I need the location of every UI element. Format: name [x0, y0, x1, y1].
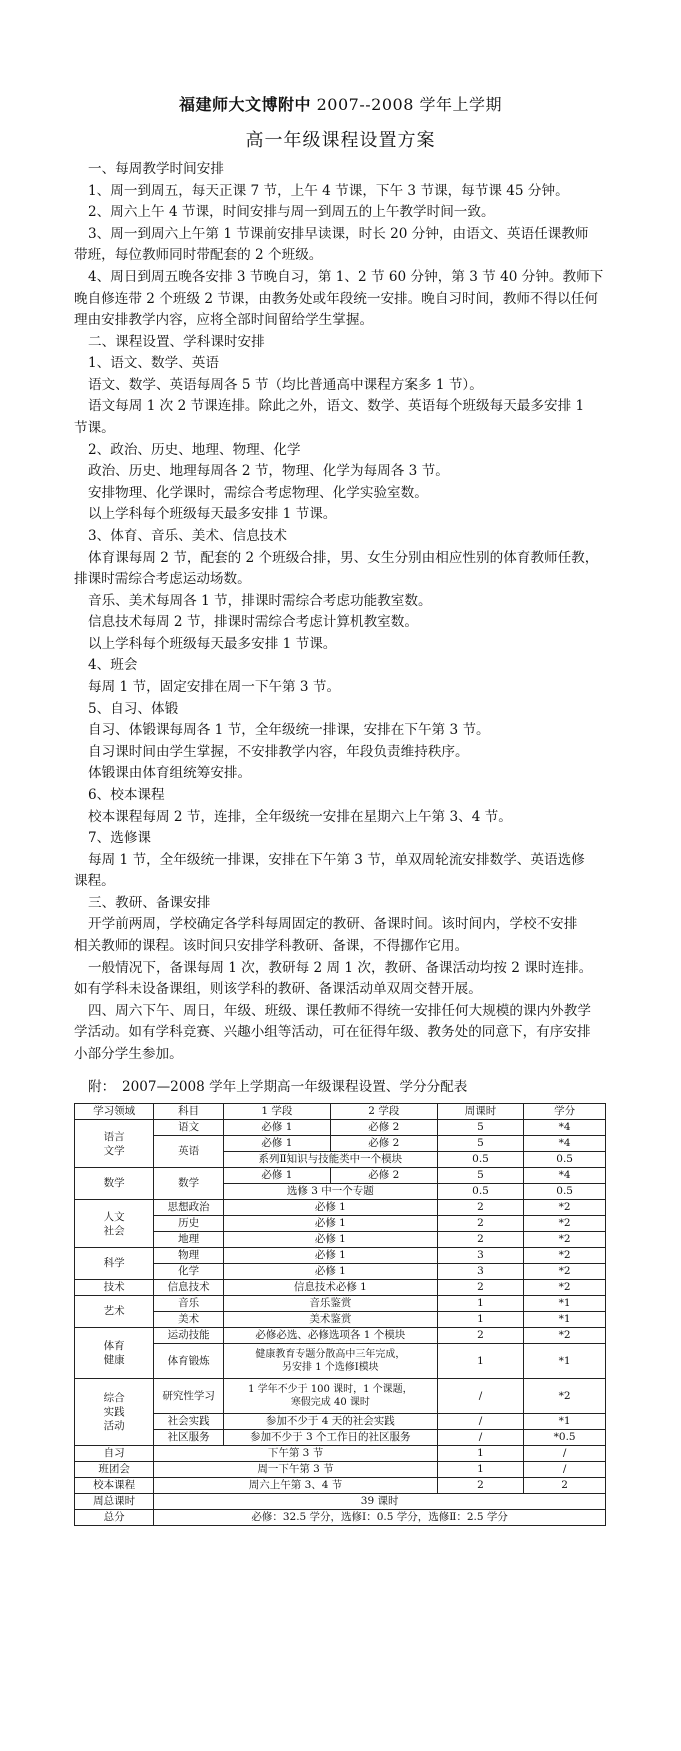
area-cell: 总分 [75, 1510, 154, 1526]
body-line: 1、语文、数学、英语 [88, 355, 219, 371]
body-line: 开学前两周，学校确定各学科每周固定的教研、备课时间。该时间内，学校不安排 [88, 916, 578, 932]
table-cell: 参加不少于 4 天的社会实践 [223, 1414, 437, 1430]
body-line: 每周 1 节，固定安排在周一下午第 3 节。 [88, 679, 341, 695]
body-line: 体锻课由体育组统筹安排。 [88, 765, 252, 781]
body-line: 学活动。如有学科竞赛、兴趣小组等活动，可在征得年级、教务处的同意下，有序安排 [74, 1024, 591, 1040]
area-cell: 体育 健康 [75, 1328, 154, 1379]
area-cell: 语言 文学 [75, 1120, 154, 1168]
body-line: 2、周六上午 4 节课，时间安排与周一到周五的上午教学时间一致。 [88, 204, 495, 220]
table-cell: 系列Ⅱ知识与技能类中一个模块 [223, 1152, 437, 1168]
table-cell: 周一下午第 3 节 [154, 1462, 437, 1478]
subject-cell: 美术 [154, 1312, 224, 1328]
table-cell: 2 [437, 1232, 523, 1248]
area-cell: 班团会 [75, 1462, 154, 1478]
table-cell: 2 [437, 1478, 523, 1494]
table-row [75, 1248, 606, 1264]
body-line: 自习课时间由学生掌握，不安排教学内容，年段负责维持秩序。 [88, 744, 469, 760]
table-cell: 必修：32.5 学分，选修Ⅰ：0.5 学分，选修Ⅱ：2.5 学分 [154, 1510, 606, 1526]
subject-cell: 体育锻炼 [154, 1344, 224, 1379]
subject-cell: 信息技术 [154, 1280, 224, 1296]
table-cell: *1 [524, 1414, 606, 1430]
table-cell: 0.5 [524, 1152, 606, 1168]
table-cell: 2 [437, 1200, 523, 1216]
body-line: 2、政治、历史、地理、物理、化学 [88, 442, 301, 458]
table-row [75, 1344, 606, 1379]
area-cell: 人文 社会 [75, 1200, 154, 1248]
table-header: 学习领域 [75, 1104, 154, 1120]
credit-allocation-table [74, 1103, 606, 1526]
table-cell: *1 [524, 1296, 606, 1312]
table-cell: 1 [437, 1296, 523, 1312]
table-header-row [75, 1104, 606, 1120]
body-line: 节课。 [74, 420, 115, 436]
table-cell: *2 [524, 1280, 606, 1296]
body-line: 相关教师的课程。该时间只安排学科教研、备课，不得挪作它用。 [74, 938, 469, 954]
table-cell: 2 [437, 1328, 523, 1344]
body-line: 排课时需综合考虑运动场数。 [74, 571, 251, 587]
table-cell: 必修 1 [223, 1200, 437, 1216]
body-line: 以上学科每个班级每天最多安排 1 节课。 [88, 506, 337, 522]
table-header: 2 学段 [330, 1104, 437, 1120]
body-line: 政治、历史、地理每周各 2 节，物理、化学为每周各 3 节。 [88, 463, 449, 479]
table-cell: 必修 2 [330, 1168, 437, 1184]
table-row [75, 1478, 606, 1494]
table-cell: 1 学年不少于 100 课时，1 个课题， 寒假完成 40 课时 [223, 1379, 437, 1414]
table-cell: 信息技术必修 1 [223, 1280, 437, 1296]
table-header: 1 学段 [223, 1104, 330, 1120]
table-row [75, 1280, 606, 1296]
school-name: 福建师大文博附中 [179, 95, 312, 114]
table-cell: 周六上午第 3、4 节 [154, 1478, 437, 1494]
body-line: 4、班会 [88, 657, 138, 673]
body-line: 每周 1 节，全年级统一排课，安排在下午第 3 节，单双周轮流安排数学、英语选修 [88, 852, 585, 868]
subject-cell: 化学 [154, 1264, 224, 1280]
area-cell: 技术 [75, 1280, 154, 1296]
subject-cell: 运动技能 [154, 1328, 224, 1344]
table-row [75, 1312, 606, 1328]
subject-cell: 物理 [154, 1248, 224, 1264]
table-cell: 5 [437, 1168, 523, 1184]
subject-cell: 语文 [154, 1120, 224, 1136]
table-cell: 必修 1 [223, 1168, 330, 1184]
table-row [75, 1168, 606, 1184]
table-cell: 2 [524, 1478, 606, 1494]
body-line: 小部分学生参加。 [74, 1046, 183, 1062]
table-cell: *1 [524, 1312, 606, 1328]
body-line: 如有学科未设备课组，则该学科的教研、备课活动单双周交替开展。 [74, 981, 482, 997]
attachment-title: 附： 2007—2008 学年上学期高一年级课程设置、学分分配表 [88, 1079, 468, 1095]
table-cell: *2 [524, 1232, 606, 1248]
body-line: 6、校本课程 [88, 787, 165, 803]
table-cell: / [437, 1414, 523, 1430]
table-cell: 必修 2 [330, 1120, 437, 1136]
table-row [75, 1200, 606, 1216]
table-cell: / [437, 1430, 523, 1446]
body-line: 校本课程每周 2 节，连排，全年级统一安排在星期六上午第 3、4 节。 [88, 809, 512, 825]
body-line: 三、教研、备课安排 [88, 895, 211, 911]
body-line: 课程。 [74, 873, 115, 889]
table-cell: 0.5 [437, 1152, 523, 1168]
table-row [75, 1136, 606, 1152]
table-cell: *2 [524, 1379, 606, 1414]
area-cell: 艺术 [75, 1296, 154, 1328]
table-header: 学分 [524, 1104, 606, 1120]
body-line: 安排物理、化学课时，需综合考虑物理、化学实验室数。 [88, 485, 428, 501]
subject-cell: 思想政治 [154, 1200, 224, 1216]
body-line: 理由安排教学内容，应将全部时间留给学生掌握。 [74, 312, 374, 328]
subject-cell: 社区服务 [154, 1430, 224, 1446]
table-row [75, 1328, 606, 1344]
term-label: 2007--2008 学年上学期 [311, 95, 502, 114]
area-cell: 综合 实践 活动 [75, 1379, 154, 1446]
table-cell: / [437, 1379, 523, 1414]
table-cell: 39 课时 [154, 1494, 606, 1510]
table-row [75, 1296, 606, 1312]
table-cell: 5 [437, 1136, 523, 1152]
body-line: 语文、数学、英语每周各 5 节（均比普通高中课程方案多 1 节）。 [88, 377, 483, 393]
table-header: 周课时 [437, 1104, 523, 1120]
subject-cell: 英语 [154, 1136, 224, 1168]
table-cell: 美术鉴赏 [223, 1312, 437, 1328]
body-line: 音乐、美术每周各 1 节，排课时需综合考虑功能教室数。 [88, 593, 432, 609]
body-line: 信息技术每周 2 节，排课时需综合考虑计算机教室数。 [88, 614, 418, 630]
body-line: 以上学科每个班级每天最多安排 1 节课。 [88, 636, 337, 652]
subject-cell: 研究性学习 [154, 1379, 224, 1414]
table-row [75, 1430, 606, 1446]
body-line: 一般情况下，备课每周 1 次，教研每 2 周 1 次，教研、备课活动均按 2 课时连排。 [88, 960, 593, 976]
table-cell: 1 [437, 1446, 523, 1462]
table-row [75, 1216, 606, 1232]
area-cell: 自习 [75, 1446, 154, 1462]
body-line: 3、体育、音乐、美术、信息技术 [88, 528, 287, 544]
table-cell: *2 [524, 1248, 606, 1264]
table-cell: 2 [437, 1280, 523, 1296]
table-cell: 健康教育专题分散高中三年完成， 另安排 1 个选修Ⅰ模块 [223, 1344, 437, 1379]
table-cell: *2 [524, 1328, 606, 1344]
table-cell: *2 [524, 1200, 606, 1216]
subject-cell: 地理 [154, 1232, 224, 1248]
table-cell: 必修 1 [223, 1264, 437, 1280]
table-cell: 必修必选、必修选项各 1 个模块 [223, 1328, 437, 1344]
area-cell: 校本课程 [75, 1478, 154, 1494]
table-cell: 参加不少于 3 个工作日的社区服务 [223, 1430, 437, 1446]
table-cell: *2 [524, 1216, 606, 1232]
body-line: 自习、体锻课每周各 1 节，全年级统一排课，安排在下午第 3 节。 [88, 722, 490, 738]
subject-cell: 历史 [154, 1216, 224, 1232]
table-row [75, 1446, 606, 1462]
table-cell: 必修 1 [223, 1216, 437, 1232]
table-cell: *2 [524, 1264, 606, 1280]
subject-cell: 音乐 [154, 1296, 224, 1312]
body-line: 晚自修连带 2 个班级 2 节课，由教务处或年段统一安排。晚自习时间，教师不得以任何 [74, 291, 598, 307]
table-cell: 0.5 [524, 1184, 606, 1200]
body-line: 二、课程设置、学科课时安排 [88, 334, 265, 350]
table-cell: 必修 1 [223, 1136, 330, 1152]
table-row [75, 1379, 606, 1414]
table-row [75, 1494, 606, 1510]
body-line: 7、选修课 [88, 830, 152, 846]
body-line: 体育课每周 2 节，配套的 2 个班级合排，男、女生分别由相应性别的体育教师任教， [88, 550, 599, 566]
table-row [75, 1414, 606, 1430]
body-line: 4、周日到周五晚各安排 3 节晚自习，第 1、2 节 60 分钟，第 3 节 40 分钟。教师下 [88, 269, 604, 285]
table-cell: 必修 1 [223, 1232, 437, 1248]
table-cell: 必修 1 [223, 1248, 437, 1264]
table-cell: / [524, 1446, 606, 1462]
table-cell: 0.5 [437, 1184, 523, 1200]
table-cell: 1 [437, 1312, 523, 1328]
table-cell: 5 [437, 1120, 523, 1136]
body-line: 四、周六下午、周日，年级、班级、课任教师不得统一安排任何大规模的课内外教学 [88, 1003, 591, 1019]
document-title [0, 92, 681, 115]
document-subtitle: 高一年级课程设置方案 [245, 130, 436, 151]
table-row [75, 1120, 606, 1136]
area-cell: 科学 [75, 1248, 154, 1280]
body-line: 语文每周 1 次 2 节课连排。除此之外，语文、数学、英语每个班级每天最多安排 1 [88, 398, 585, 414]
table-cell: 1 [437, 1462, 523, 1478]
body-line: 一、每周教学时间安排 [88, 161, 224, 177]
table-cell: *1 [524, 1344, 606, 1379]
table-header: 科目 [154, 1104, 224, 1120]
table-cell: 1 [437, 1344, 523, 1379]
body-line: 5、自习、体锻 [88, 701, 179, 717]
table-cell: 音乐鉴赏 [223, 1296, 437, 1312]
body-line: 3、周一到周六上午第 1 节课前安排早读课，时长 20 分钟，由语文、英语任课教师 [88, 226, 589, 242]
table-row [75, 1232, 606, 1248]
area-cell: 数学 [75, 1168, 154, 1200]
table-row [75, 1510, 606, 1526]
table-cell: 3 [437, 1264, 523, 1280]
table-cell: *4 [524, 1120, 606, 1136]
body-line: 带班，每位教师同时带配套的 2 个班级。 [74, 247, 323, 263]
table-cell: / [524, 1462, 606, 1478]
table-cell: 3 [437, 1248, 523, 1264]
table-cell: 下午第 3 节 [154, 1446, 437, 1462]
table-cell: 必修 2 [330, 1136, 437, 1152]
table-cell: *0.5 [524, 1430, 606, 1446]
table-row [75, 1462, 606, 1478]
subject-cell: 社会实践 [154, 1414, 224, 1430]
table-cell: 2 [437, 1216, 523, 1232]
table-cell: 选修 3 中一个专题 [223, 1184, 437, 1200]
table-cell: *4 [524, 1168, 606, 1184]
table-row [75, 1264, 606, 1280]
subject-cell: 数学 [154, 1168, 224, 1200]
area-cell: 周总课时 [75, 1494, 154, 1510]
table-cell: *4 [524, 1136, 606, 1152]
table-cell: 必修 1 [223, 1120, 330, 1136]
body-line: 1、周一到周五，每天正课 7 节，上午 4 节课，下午 3 节课，每节课 45 分钟。 [88, 183, 569, 199]
